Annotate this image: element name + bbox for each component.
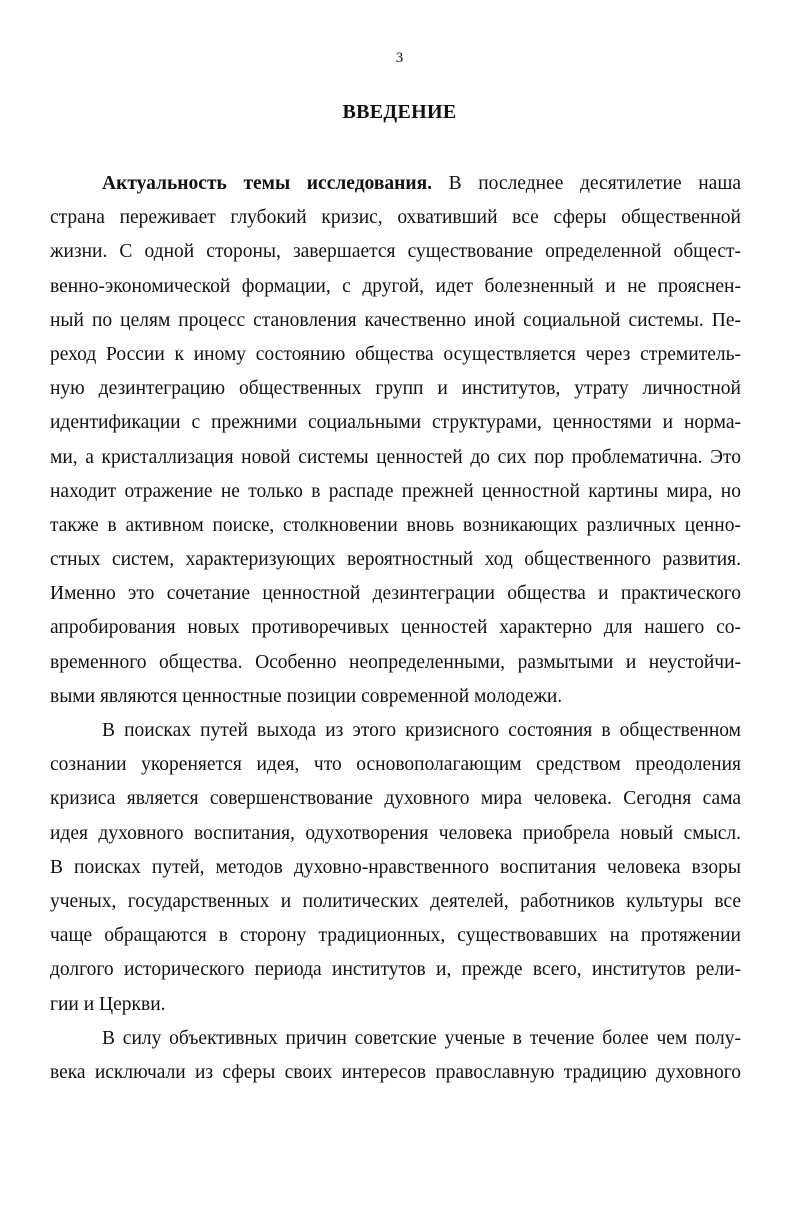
paragraph-line: страна переживает глубокий кризис, охвативший все сферы общественной	[50, 207, 741, 229]
paragraph-line: ми, а кристаллизация новой системы ценностей до сих пор проблематична. Это	[50, 446, 741, 468]
page-number: 3	[395, 50, 404, 66]
paragraph-line: долгого исторического периода институтов и, прежде всего, институтов рели-	[50, 959, 741, 981]
paragraph-line: ученых, государственных и политических деятелей, работников культуры все	[50, 890, 741, 912]
paragraph-line: века исключали из сферы своих интересов православную традицию духовного	[50, 1061, 741, 1083]
paragraph-line: гии и Церкви.	[50, 993, 166, 1015]
paragraph-lead-bold: Актуальность темы исследования.	[102, 173, 432, 194]
paragraph-line: реход России к иному состоянию общества осуществляется через стремитель-	[50, 343, 741, 365]
paragraph-3	[50, 1027, 741, 1095]
paragraph-line: Именно это сочетание ценностной дезинтеграции общества и практического	[50, 583, 741, 605]
paragraph-line: кризиса является совершенствование духовного мира человека. Сегодня сама	[50, 788, 741, 810]
paragraph-line: сознании укореняется идея, что основополагающим средством преодоления	[50, 754, 741, 776]
paragraph-line: стных систем, характеризующих вероятностный ход общественного развития.	[50, 549, 741, 571]
paragraph-line: выми являются ценностные позиции современной молодежи.	[50, 685, 563, 707]
page-title: ВВЕДЕНИЕ	[342, 101, 457, 123]
paragraph-2	[50, 719, 741, 1027]
paragraph-line: временного общества. Особенно неопределенными, размытыми и неустойчи-	[50, 651, 741, 673]
paragraph-line: находит отражение не только в распаде прежней ценностной картины мира, но	[50, 480, 741, 502]
document-body	[50, 172, 741, 1095]
line-text: В последнее десятилетие наша	[432, 173, 741, 194]
paragraph-line: В поисках путей выхода из этого кризисного состояния в общественном	[102, 720, 741, 741]
paragraph-line: жизни. С одной стороны, завершается существование определенной общест-	[50, 241, 741, 263]
paragraph-line: также в активном поиске, столкновении вновь возникающих различных ценно-	[50, 514, 741, 536]
paragraph-line: ную дезинтеграцию общественных групп и институтов, утрату личностной	[50, 378, 741, 400]
paragraph-line: В силу объективных причин советские ученые в течение более чем полу-	[102, 1027, 741, 1049]
paragraph-line: ный по целям процесс становления качественно иной социальной системы. Пе-	[50, 309, 741, 331]
paragraph-line: апробирования новых противоречивых ценностей характерно для нашего со-	[50, 617, 741, 639]
paragraph-line: чаще обращаются в сторону традиционных, существовавших на протяжении	[50, 925, 741, 947]
paragraph-line: идентификации с прежними социальными структурами, ценностями и норма-	[50, 412, 741, 434]
paragraph-line: венно-экономической формации, с другой, идет болезненный и не прояснен-	[50, 275, 741, 297]
paragraph-line: В поисках путей, методов духовно-нравственного воспитания человека взоры	[50, 856, 741, 878]
paragraph-line	[50, 172, 741, 206]
paragraph-1	[50, 172, 741, 719]
paragraph-line: идея духовного воспитания, одухотворения человека приобрела новый смысл.	[50, 822, 741, 844]
